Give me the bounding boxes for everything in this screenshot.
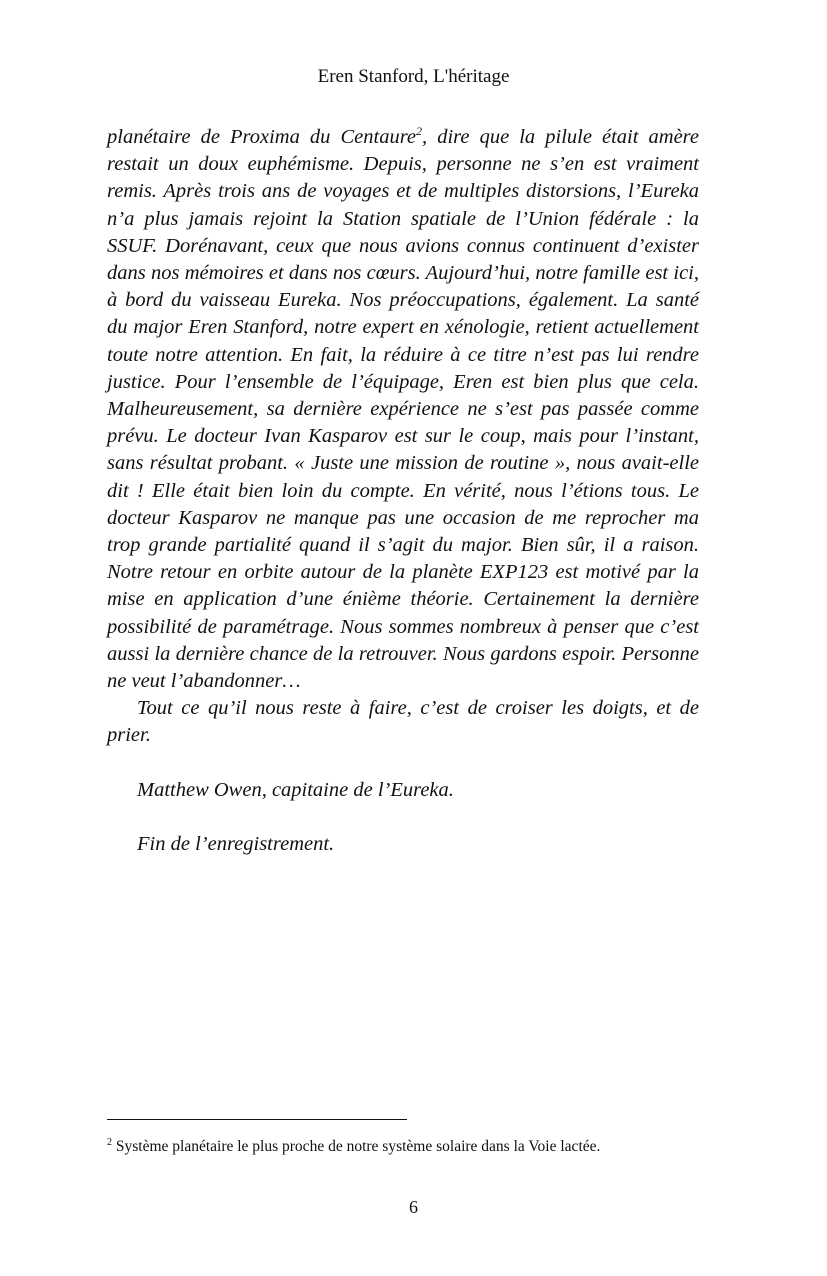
footnote-number: 2 — [107, 1136, 112, 1148]
paragraph-1-rest: , dire que la pilule était amère restait un doux euphémisme. Depuis, personne ne s’en est vraiment remis. Après trois ans de voyages et de multiples distorsions, l’Eureka n’a plus jamais rejoint la Station spatiale de l’Union fédérale : la SSUF. Dorénavant, ceux que nous avions connus continuent d’exister dans nos mémoires et dans nos cœurs. Aujourd’hui, notre famille est ici, à bord du vaisseau Eureka. Nos préoccupations, également. La santé du major Eren Stanford, notre expert en xénologie, retient actuellement toute notre attention. En fait, la réduire à ce titre n’est pas lui rendre justice. Pour l’ensemble de l’équipage, Eren est bien plus que cela. Malheureusement, sa dernière expérience ne s’est pas passée comme prévu. Le docteur Ivan Kasparov est sur le coup, mais pour l’instant, sans résultat probant. « Juste une mission de routine », nous avait-elle dit ! Elle était bien loin du compte. En vérité, nous l’étions tous. Le docteur Kasparov ne manque pas une occasion de me reprocher ma trop grande partialité quand il s’agit du major. Bien sûr, il a raison. Notre retour en orbite autour de la planète EXP123 est motivé par la mise en application d’une énième théorie. Certainement la dernière possibilité de paramétrage. Nous sommes nombreux à penser que c’est aussi la dernière chance de la retrouver. Nous gardons espoir. Personne ne veut l’abandonner… — [107, 126, 699, 693]
page-number: 6 — [409, 1197, 418, 1217]
footnote-separator — [107, 1119, 407, 1120]
paragraph-1-start: planétaire de Proxima du Centaure — [107, 126, 417, 148]
body-text — [107, 124, 699, 858]
footnote — [107, 1136, 699, 1158]
running-title: Eren Stanford, L'héritage — [317, 66, 510, 87]
footnote-reference: 2 — [416, 124, 423, 139]
blank-line — [107, 804, 699, 831]
end-of-recording-line: Fin de l’enregistrement. — [137, 833, 335, 856]
footnote-text: Système planétaire le plus proche de notre système solaire dans la Voie lactée. — [115, 1138, 601, 1155]
signature-line: Matthew Owen, capitaine de l’Eureka. — [137, 778, 454, 801]
paragraph-2: Tout ce qu’il nous reste à faire, c’est de croiser les doigts, et de prier. — [107, 697, 699, 747]
paragraph-1 — [107, 124, 699, 695]
blank-line — [107, 750, 699, 777]
